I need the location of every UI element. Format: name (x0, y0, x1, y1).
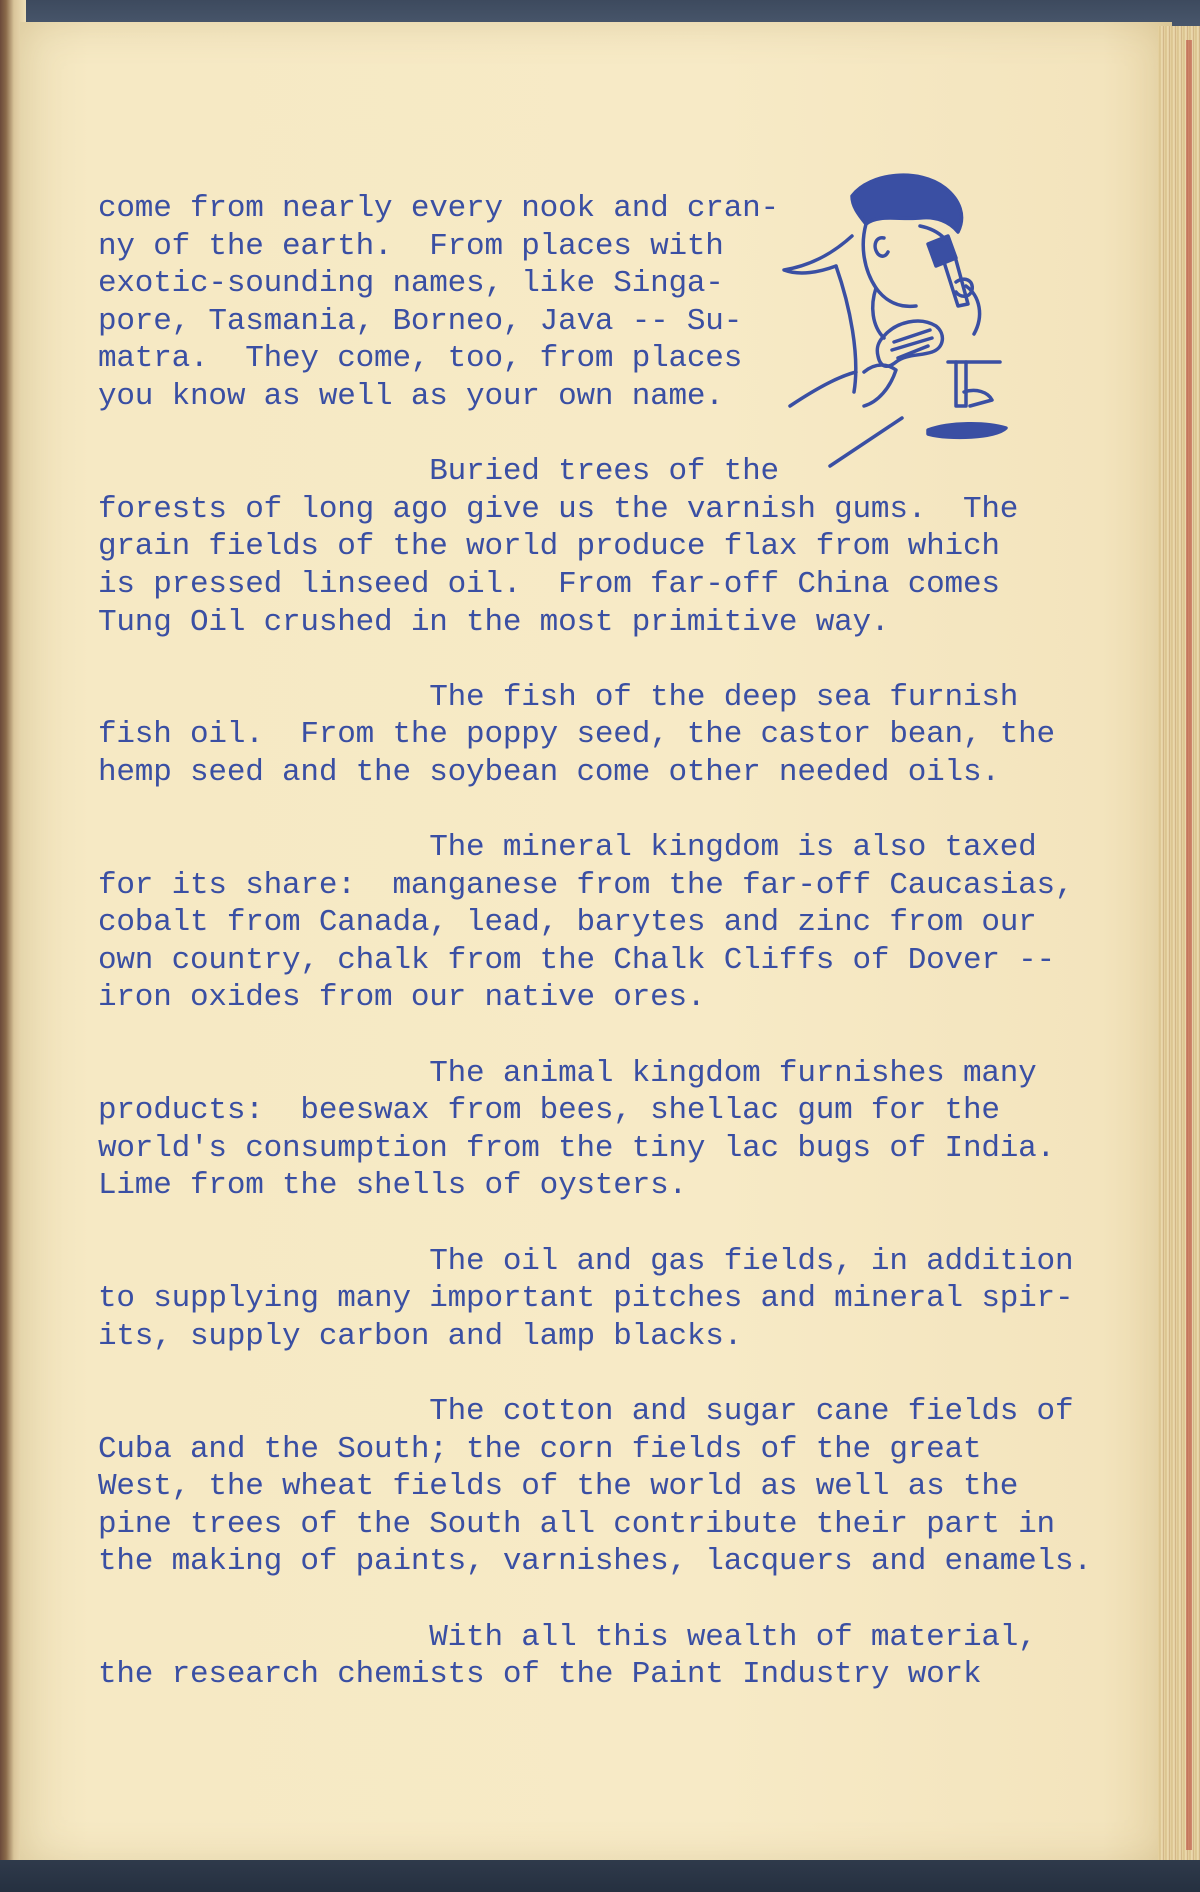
scientist-with-microscope-icon (760, 166, 1020, 486)
text-line: hemp seed and the soybean come other needed oils. (98, 754, 1000, 790)
book-cover-bottom-edge (0, 1860, 1200, 1892)
paragraph-gap (98, 1581, 1098, 1619)
text-line: the making of paints, varnishes, lacquers and enamels. (98, 1544, 1092, 1580)
text-line: exotic-sounding names, like Singa- (98, 266, 724, 302)
microscope-arm (966, 286, 980, 334)
paragraph-gap (98, 1017, 1098, 1055)
microscope-mirror (964, 390, 992, 406)
text-line: The fish of the deep sea furnish (98, 679, 1019, 715)
text-line: Tung Oil crushed in the most primitive way. (98, 604, 890, 640)
text-line: the research chemists of the Paint Industry work (98, 1657, 982, 1693)
coat-line (790, 372, 856, 406)
sleeve-cuff (864, 365, 896, 406)
brow-line (920, 226, 944, 238)
text-line: is pressed linseed oil. From far-off China comes (98, 566, 1000, 602)
page-stack-edges (1158, 26, 1200, 1862)
text-line: come from nearly every nook and cran- (98, 191, 779, 226)
red-page-edge (1186, 40, 1192, 1850)
text-line: Lime from the shells of oysters. (98, 1168, 687, 1204)
text-line: The animal kingdom furnishes many (98, 1055, 1037, 1091)
microscope-base (928, 424, 1006, 438)
text-line: Buried trees of the (98, 454, 779, 490)
coat-lapel (784, 236, 852, 273)
coat-bottom (830, 418, 902, 466)
paragraph-gap (98, 792, 1098, 830)
text-line: iron oxides from our native ores. (98, 980, 706, 1016)
text-line: for its share: manganese from the far-off Caucasias, (98, 867, 1074, 903)
text-line: grain fields of the world produce flax from which (98, 529, 1000, 565)
text-line: The oil and gas fields, in addition (98, 1243, 1074, 1279)
text-line: The cotton and sugar cane fields of (98, 1394, 1074, 1429)
text-line: pine trees of the South all contribute their part in (98, 1506, 1055, 1542)
ear-shape (875, 238, 888, 256)
text-line: world's consumption from the tiny lac bugs of India. (98, 1130, 1055, 1166)
text-line: matra. They come, too, from places (98, 341, 743, 377)
text-line: cobalt from Canada, lead, barytes and zinc from our (98, 905, 1037, 941)
microscope-eyepiece (928, 236, 956, 266)
text-line: forests of long ago give us the varnish gums. The (98, 491, 1019, 527)
text-line: you know as well as your own name. (98, 378, 724, 414)
text-line: to supplying many important pitches and mineral spir- (98, 1281, 1074, 1317)
text-line: fish oil. From the poppy seed, the castor bean, the (98, 717, 1055, 753)
face-outline (863, 224, 916, 306)
text-line: The mineral kingdom is also taxed (98, 830, 1037, 866)
paragraph-gap (98, 641, 1098, 679)
text-line: With all this wealth of material, (98, 1619, 1037, 1655)
text-line: pore, Tasmania, Borneo, Java -- Su- (98, 303, 743, 339)
paragraph-gap (98, 1355, 1098, 1393)
hair-shape (852, 175, 962, 232)
text-line: ny of the earth. From places with (98, 228, 724, 264)
text-line: own country, chalk from the Chalk Cliffs of Dover -- (98, 942, 1055, 978)
text-line: West, the wheat fields of the world as well as the (98, 1469, 1019, 1505)
text-line: Cuba and the South; the corn fields of the great (98, 1431, 982, 1467)
text-line: its, supply carbon and lamp blacks. (98, 1318, 743, 1354)
microscope-pillar (956, 362, 966, 406)
paragraph-gap (98, 1205, 1098, 1243)
text-line: products: beeswax from bees, shellac gum for the (98, 1093, 1000, 1129)
